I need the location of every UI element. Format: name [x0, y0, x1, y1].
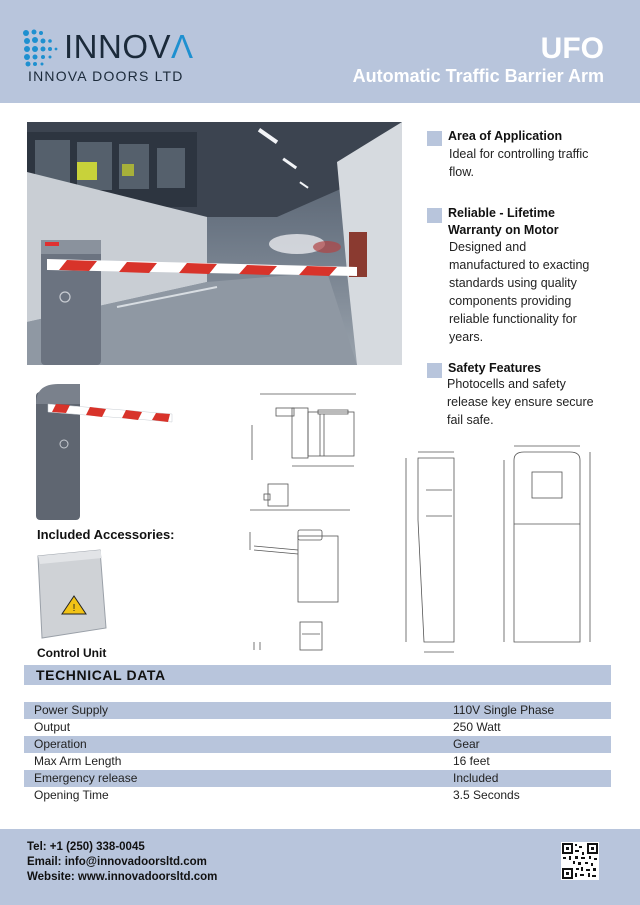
spec-row	[24, 787, 611, 804]
feature-text-line: Designed and	[449, 240, 527, 254]
logo-wordmark: INNOVΛ	[64, 28, 194, 65]
spec-key: Output	[34, 720, 71, 734]
technical-data-header	[24, 665, 611, 685]
spec-row	[24, 753, 611, 770]
spec-key: Max Arm Length	[34, 754, 122, 768]
feature-text-line: Ideal for controlling traffic	[449, 147, 589, 161]
spec-row	[24, 736, 611, 753]
feature-title: Reliable - Lifetime	[448, 206, 555, 220]
bullet-square	[427, 208, 442, 223]
feature-text-line: standards using quality	[449, 276, 577, 290]
spec-row	[24, 702, 611, 719]
spec-key: Power Supply	[34, 703, 109, 717]
qr-code-icon	[561, 842, 599, 880]
hero-photo	[27, 122, 402, 365]
innova-logo-icon	[22, 28, 62, 68]
feature-text-line: years.	[449, 330, 484, 344]
spec-key: Emergency release	[34, 771, 138, 785]
feature-area-of-application	[427, 128, 617, 178]
spec-value: Gear	[453, 737, 480, 751]
spec-value: 3.5 Seconds	[453, 788, 520, 802]
feature-text-line: fail safe.	[447, 413, 494, 427]
technical-drawings	[240, 380, 620, 660]
feature-title: Safety Features	[448, 361, 542, 375]
feature-title: Area of Application	[448, 129, 563, 143]
feature-reliable-warranty	[427, 205, 617, 345]
feature-text-line: components providing	[449, 294, 572, 308]
technical-data-heading: TECHNICAL DATA	[36, 667, 166, 683]
feature-text-line: flow.	[449, 165, 475, 179]
feature-text-line: reliable functionality for	[449, 312, 577, 326]
footer-email: Email: info@innovadoorsltd.com	[27, 856, 207, 868]
feature-text-line: Photocells and safety	[447, 377, 566, 391]
barrier-unit-photo	[30, 382, 175, 522]
footer-phone: Tel: +1 (250) 338-0045	[27, 841, 145, 853]
spec-key: Opening Time	[34, 788, 109, 802]
product-subtitle: Automatic Traffic Barrier Arm	[352, 66, 604, 86]
product-name: UFO	[540, 32, 604, 65]
feature-text-line: release key ensure secure	[447, 395, 594, 409]
feature-title: Warranty on Motor	[448, 223, 559, 237]
control-unit-photo	[34, 548, 110, 640]
spec-value: Included	[453, 771, 499, 785]
header-band	[0, 0, 640, 103]
bullet-square	[427, 363, 442, 378]
spec-value: 16 feet	[453, 754, 490, 768]
footer-website: Website: www.innovadoorsltd.com	[27, 871, 218, 883]
company-name: INNOVA DOORS LTD	[28, 68, 184, 84]
feature-text-line: manufactured to exacting	[449, 258, 590, 272]
spec-key: Operation	[34, 737, 87, 751]
footer-band	[0, 829, 640, 905]
spec-value: 110V Single Phase	[453, 703, 555, 717]
bullet-square	[427, 131, 442, 146]
control-unit-label: Control Unit	[37, 646, 107, 660]
spec-row	[24, 719, 611, 736]
spec-row	[24, 770, 611, 787]
accessories-heading: Included Accessories:	[37, 527, 175, 542]
spec-value: 250 Watt	[453, 720, 501, 734]
svg-text:!: !	[72, 603, 76, 614]
